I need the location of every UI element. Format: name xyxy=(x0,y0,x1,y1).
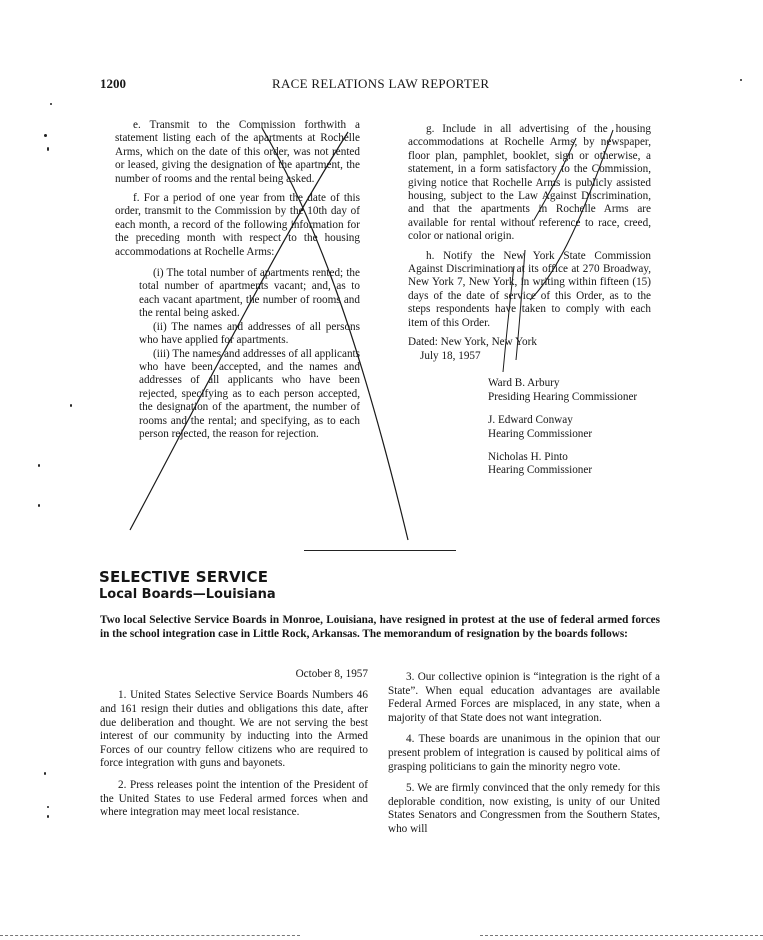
scan-speck xyxy=(38,464,40,467)
memo-left-column xyxy=(100,668,368,828)
signature-1 xyxy=(488,377,651,404)
memo-right-column xyxy=(388,671,660,845)
signatory-title: Hearing Commissioner xyxy=(488,464,593,477)
dated-block xyxy=(408,336,651,363)
running-title: RACE RELATIONS LAW REPORTER xyxy=(272,76,490,91)
scan-speck xyxy=(47,147,49,151)
memo-paragraph-2: 2. Press releases point the intention of the President of the United States to use Federal armed forces when and where integration may meet local resistance. xyxy=(100,778,368,819)
section-heading: SELECTIVE SERVICE xyxy=(99,568,269,586)
scan-speck xyxy=(44,134,47,137)
order-item-h: h. Notify the New York State Commission Against Discrimination at its office at 270 Broadway, New York 7, New York, in writing within fifteen (15) days of the date of service of this Order, as to the steps respondents have taken to comply with each item of this Order. xyxy=(408,249,651,329)
signature-3 xyxy=(488,451,651,478)
signatory-name: Ward B. Arbury xyxy=(488,377,560,390)
order-item-f-iii: (iii) The names and addresses of all applicants who have been accepted, and the names and addresses of all applicants who have been rejected, specifying as to each person accepted, the designation of the apartment, the number of rooms and the rental; and specifying, as to each person rejected, the reason for rejection. xyxy=(139,347,361,440)
scan-speck xyxy=(740,79,742,81)
order-item-f-ii: (ii) The names and addresses of all persons who have applied for apartments. xyxy=(139,320,360,347)
signature-block xyxy=(488,377,651,477)
order-left-column xyxy=(115,119,360,441)
running-head xyxy=(100,76,700,94)
scan-edge-line xyxy=(0,935,300,936)
scan-speck xyxy=(50,103,52,105)
scan-speck xyxy=(44,772,46,775)
memo-date: October 8, 1957 xyxy=(295,668,368,680)
memo-paragraph-5: 5. We are firmly convinced that the only remedy for this deplorable condition, now existing, is unity of our United States Senators and Congressmen from the Southern States, who will xyxy=(388,782,660,835)
order-item-f: f. For a period of one year from the date of this order, transmit to the Commission by the 10th day of each month, a record of the following information for the preceding month with respect to the housing accommodations at Rochelle Arms: xyxy=(115,192,360,258)
order-item-f-i: (i) The total number of apartments rented; the total number of apartments vacant; and, as to each vacant apartment, the number of rooms and the rental being asked. xyxy=(139,267,360,320)
memo-paragraph-1: 1. United States Selective Service Boards Numbers 46 and 161 resign their duties and obligations this date, after due deliberation and thought. We are not serving the best interest of our community by inducting into the Armed Forces of our country fellow citizens who are required to force integration with guns and bayonets. xyxy=(100,689,368,770)
signatory-title: Presiding Hearing Commissioner xyxy=(488,390,638,403)
dated-date: July 18, 1957 xyxy=(420,349,481,362)
scan-speck xyxy=(70,404,72,407)
order-item-e: e. Transmit to the Commission forthwith a statement listing each of the apartments at Rochelle Arms, which on the date of this order, was not rented or leased, giving the designation of the apartment, the number of rooms and the rental being asked. xyxy=(115,119,360,185)
section-divider xyxy=(304,550,456,551)
section-intro: Two local Selective Service Boards in Monroe, Louisiana, have resigned in protest at the use of federal armed forces in the school integration case in Little Rock, Arkansas. The memorandum of resignation by the boards follows: xyxy=(100,614,660,640)
scan-speck xyxy=(47,815,49,818)
order-item-g: g. Include in all advertising of the housing accommodations at Rochelle Arms, by newspaper, floor plan, pamphlet, booklet, sign or otherwise, a statement, in a form satisfactory to the Commission, giving notice that Rochelle Arms is publicly assisted housing, subject to the Law Against Discrimination, and that the apartments in Rochelle Arms are available for rental without reference to race, creed, color or national origin. xyxy=(408,123,651,243)
scan-edge-line xyxy=(480,935,763,936)
memo-paragraph-4: 4. These boards are unanimous in the opinion that our present problem of integration is caused by political aims of grasping politicians to gain the minority negro vote. xyxy=(388,733,660,773)
page-number: 1200 xyxy=(100,76,126,91)
scan-speck xyxy=(47,806,49,808)
signatory-title: Hearing Commissioner xyxy=(488,427,593,440)
dated-place: Dated: New York, New York xyxy=(408,336,537,349)
order-item-f-subitems xyxy=(115,267,360,441)
signature-2 xyxy=(488,414,651,441)
scan-speck xyxy=(38,504,40,507)
order-right-column xyxy=(408,123,651,488)
signatory-name: J. Edward Conway xyxy=(488,414,573,427)
signatory-name: Nicholas H. Pinto xyxy=(488,450,568,463)
section-subheading: Local Boards—Louisiana xyxy=(99,587,276,602)
memo-paragraph-3: 3. Our collective opinion is “integration is the right of a State”. When equal education advantages are available Federal Armed Forces are misplaced, in any state, when a majority of that State does not want integration. xyxy=(388,671,660,724)
